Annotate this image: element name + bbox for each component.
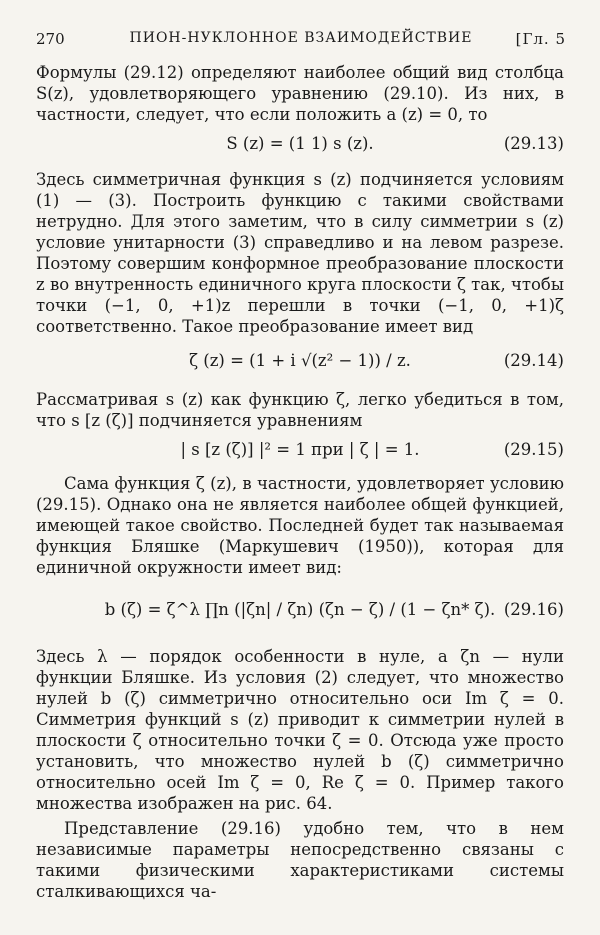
equation-number: (29.16) (503, 600, 564, 619)
paragraph-3: Рассматривая s (z) как функцию ζ, легко убедиться в том, что s [z (ζ)] подчиняется уравнениям (36, 390, 564, 430)
paragraph-1: Формулы (29.12) определяют наиболее общий вид столбца S(z), удовлетворяющего уравнению (29.10). Из них, в частности, следует, что если положить a (z) = 0, то (36, 63, 564, 124)
paragraph-2: Здесь симметричная функция s (z) подчиняется условиям (1) — (3). Построить функцию с такими свойствами нетрудно. Для этого заметим, что в силу симметрии s (z) условие унитарности (3) справедливо и на левом разрезе. Поэтому совершим конформное преобразование плоскости z во внутренность единичного круга плоскости ζ так, чтобы точки (−1, 0, +1)z перешли в точки (−1, 0, +1)ζ соответственно. Такое преобразование имеет вид (36, 170, 564, 336)
running-header (36, 30, 566, 52)
equation-formula: b (ζ) = ζ^λ ∏n (|ζn| / ζn) (ζn − ζ) / (1 − ζn* ζ). (104, 600, 496, 619)
chapter-marker: [Гл. 5 (515, 30, 566, 48)
page-number: 270 (36, 30, 65, 48)
page-body (36, 62, 564, 902)
paragraph-5: Здесь λ — порядок особенности в нуле, а ζn — нули функции Бляшке. Из условия (2) следует, что множество нулей b (ζ) симметрично относительно оси Im ζ = 0. Симметрия функций s (z) приводит к симметрии нулей в плоскости ζ относительно точки ζ = 0. Отсюда уже просто установить, что множество нулей b (ζ) симметрично относительно осей Im ζ = 0, Re ζ = 0. Пример такого множества изображен на рис. 64. (36, 647, 564, 813)
equation-formula: ζ (z) = (1 + i √(z² − 1)) / z. (189, 351, 411, 370)
paragraph-6: Представление (29.16) удобно тем, что в нем независимые параметры непосредственно связаны с такими физическими характеристиками системы сталкивающихся ча- (36, 819, 564, 901)
equation-number: (29.13) (503, 134, 564, 153)
equation-29-15 (36, 431, 564, 469)
paragraph-4: Сама функция ζ (z), в частности, удовлетворяет условию (29.15). Однако она не является наиболее общей функцией, имеющей такое свойство. Последней будет так называемая функция Бляшке (Маркушевич (1950)), которая для единичной окружности имеет вид: (36, 474, 564, 577)
equation-number: (29.15) (503, 440, 564, 459)
equation-29-14 (36, 337, 564, 385)
equation-29-13 (36, 125, 564, 163)
equation-29-16 (36, 578, 564, 642)
running-title: ПИОН-НУКЛОННОЕ ВЗАИМОДЕЙСТВИЕ (129, 30, 473, 46)
equation-formula: S (z) = (1 1) s (z). (226, 134, 374, 153)
equation-formula: | s [z (ζ)] |² = 1 при | ζ | = 1. (180, 440, 420, 459)
equation-number: (29.14) (503, 351, 564, 370)
